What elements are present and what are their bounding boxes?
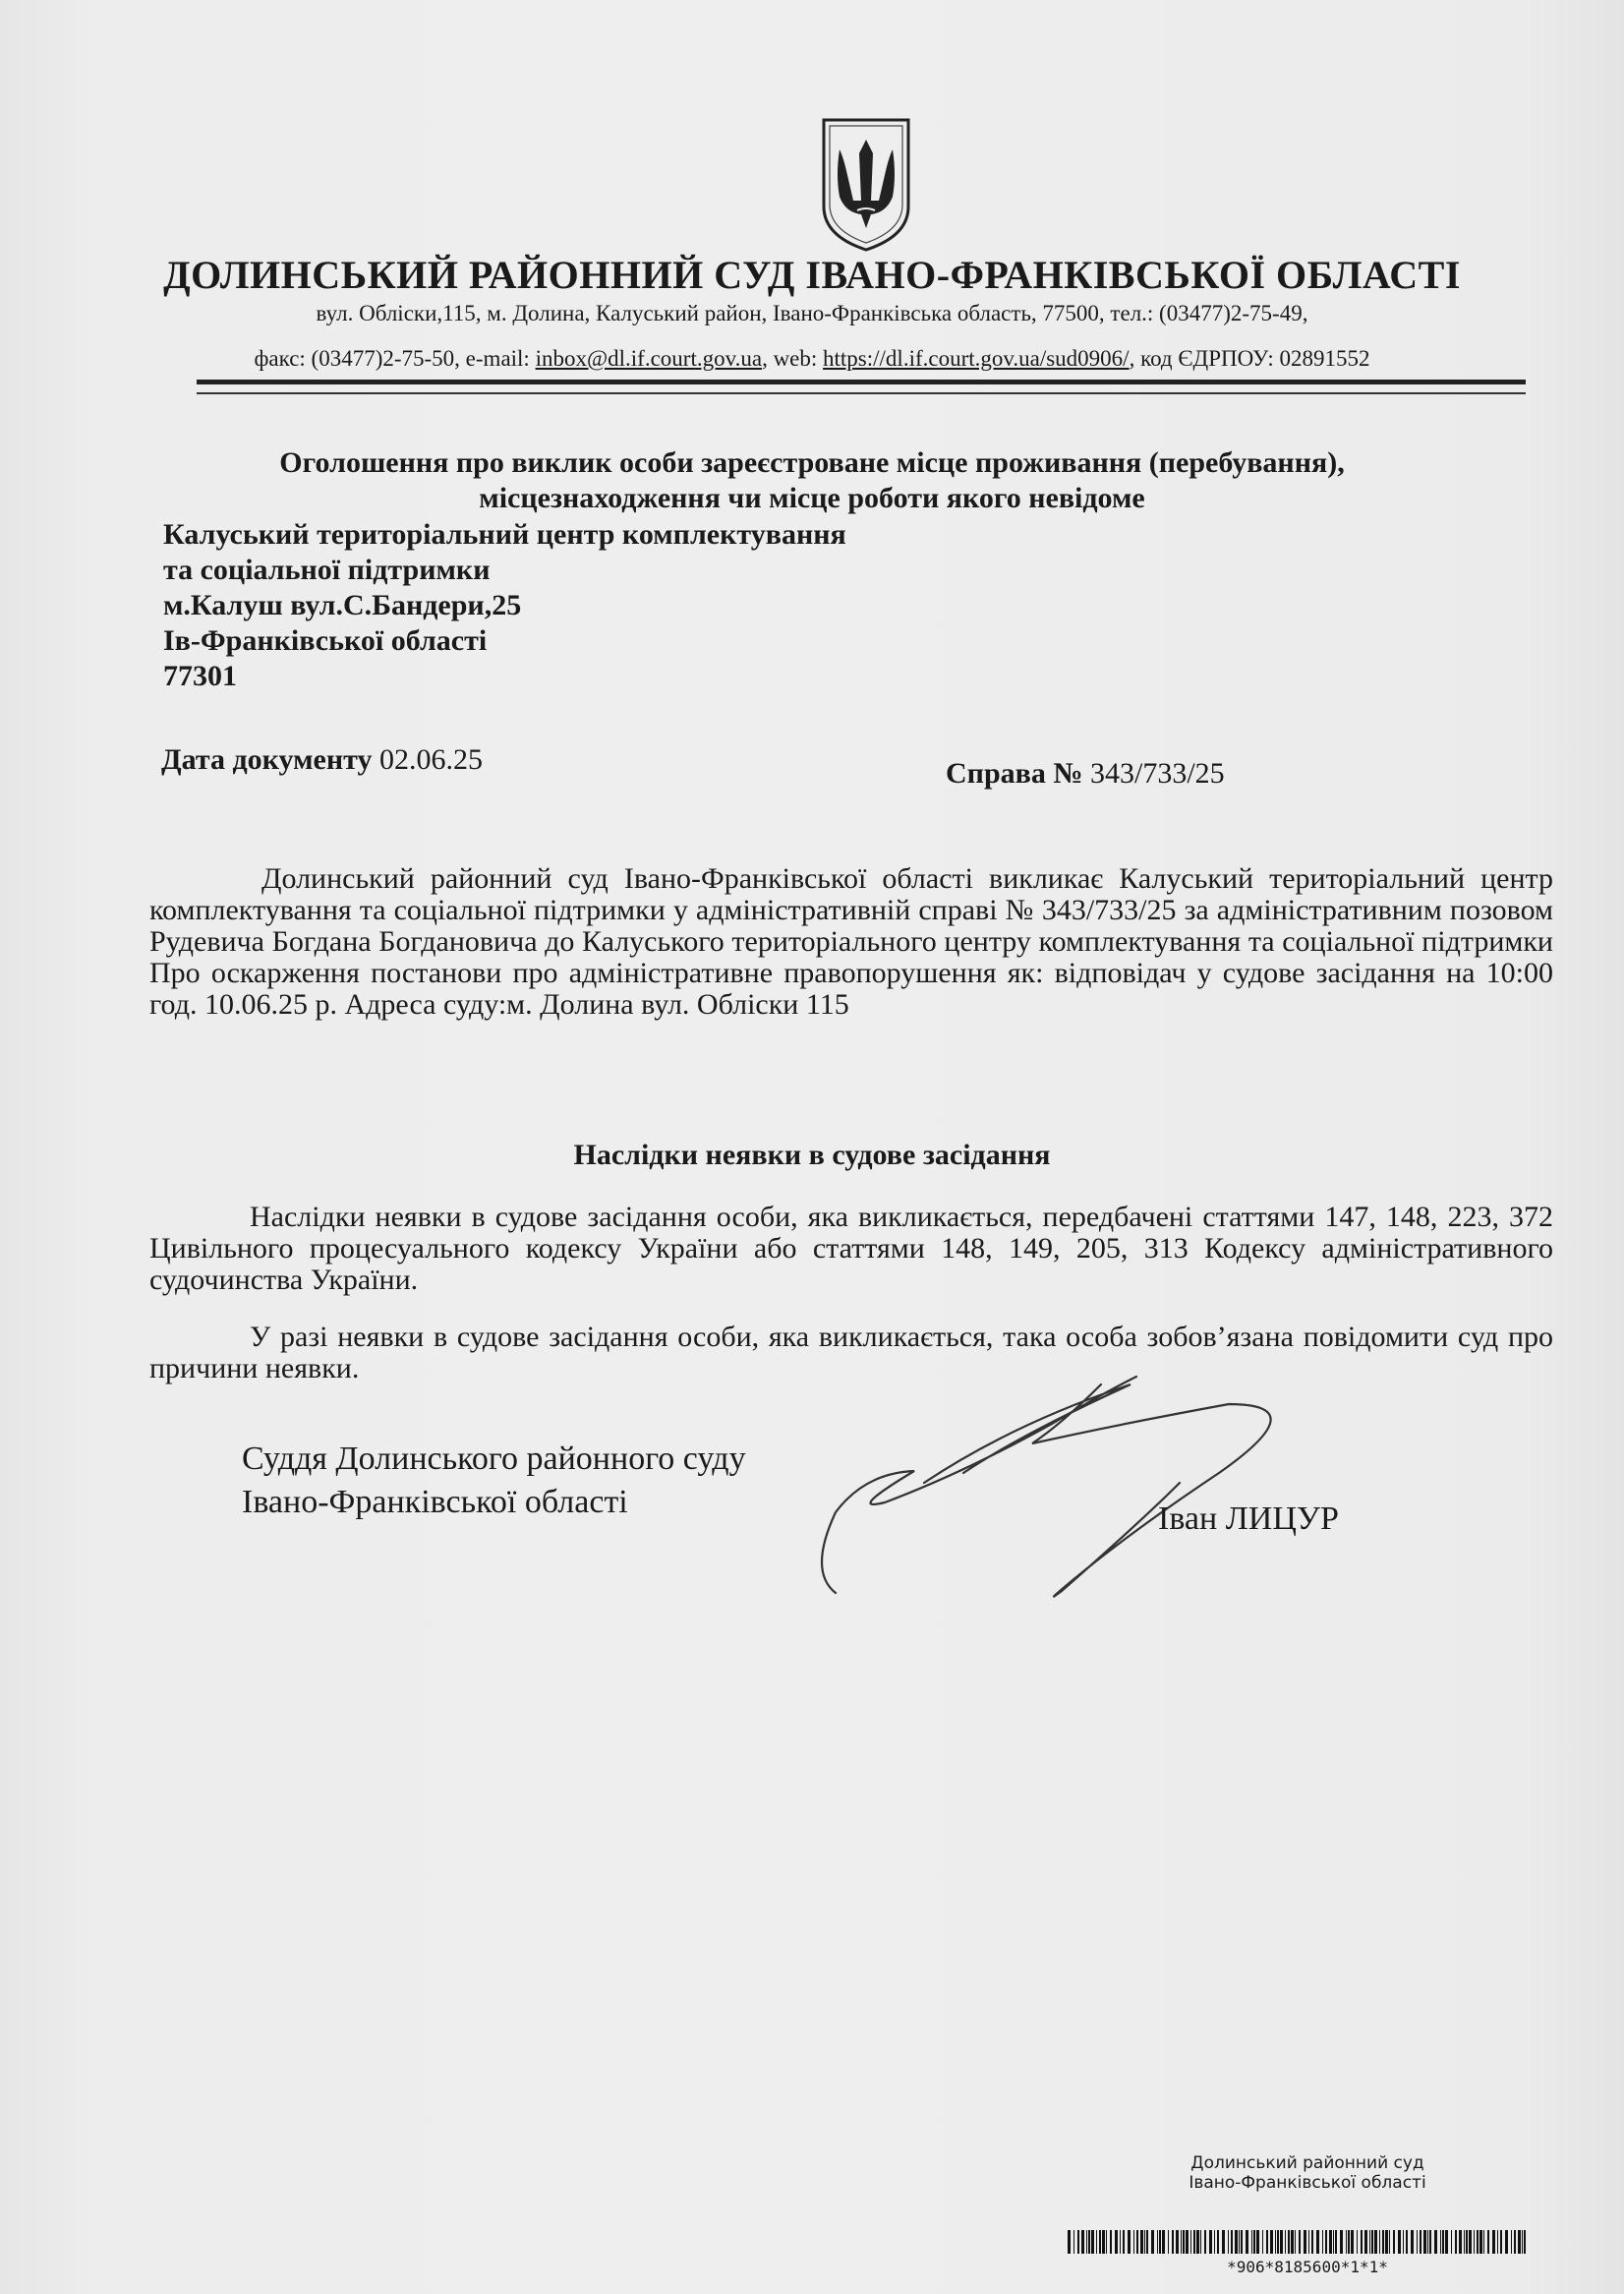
notice-title-line-2: місцезнаходження чи місце роботи якого невідоме: [479, 482, 1145, 514]
trident-coat-of-arms-icon: [818, 116, 914, 254]
barcode-bar: [1186, 2230, 1189, 2254]
barcode-bar: [1524, 2230, 1526, 2254]
header-divider-thin: [197, 392, 1526, 394]
judge-title-line: Івано-Франківської області: [242, 1484, 628, 1520]
barcode-bar: [1459, 2230, 1462, 2254]
barcode-bar: [1231, 2230, 1233, 2254]
document-date-label: Дата документу: [161, 743, 373, 776]
barcode-bar: [1514, 2230, 1516, 2254]
barcode-bar: [1222, 2230, 1225, 2254]
barcode-bar: [1522, 2230, 1523, 2254]
barcode-bar: [1455, 2230, 1457, 2254]
judge-title: [242, 1438, 746, 1524]
barcode-bar: [1420, 2230, 1421, 2254]
barcode-bar: [1068, 2230, 1071, 2254]
barcode-bar: [1445, 2230, 1448, 2254]
barcode-bar: [1120, 2230, 1121, 2254]
edrpou-code: , код ЄДРПОУ: 02891552: [1129, 346, 1370, 371]
barcode-bar: [1099, 2230, 1101, 2254]
barcode-bar: [1374, 2230, 1377, 2254]
barcode-bar: [1361, 2230, 1363, 2254]
barcode-bar: [1346, 2230, 1347, 2254]
barcode-bar: [1110, 2230, 1112, 2254]
court-stamp-line: Долинський районний суд: [1190, 2153, 1424, 2173]
barcode-bar: [1385, 2230, 1388, 2254]
barcode-bar: [1427, 2230, 1428, 2254]
barcode-bar: [1140, 2230, 1143, 2254]
barcode-bar: [1077, 2230, 1079, 2254]
barcode-bar: [1196, 2230, 1199, 2254]
barcode-bar: [1088, 2230, 1090, 2254]
case-number-value: 343/733/25: [1082, 757, 1225, 790]
barcode-bar: [1389, 2230, 1390, 2254]
web-label: , web:: [762, 346, 824, 371]
barcode-bar: [1369, 2230, 1370, 2254]
barcode-bar: [1168, 2230, 1169, 2254]
barcode-bar: [1214, 2230, 1215, 2254]
barcode-bar: [1073, 2230, 1074, 2254]
judge-title-line: Суддя Долинського районного суду: [242, 1441, 746, 1477]
barcode-bar: [1262, 2230, 1263, 2254]
consequences-paragraph: Наслідки неявки в судове засідання особи, яка викликається, передбачені статтями 147, 148, 223, 372 Цивільного процесуального кодексу України або статтями 148, 149, 205, 313 Кодексу адміністративного судочинства України.: [149, 1201, 1553, 1296]
barcode-bar: [1253, 2230, 1255, 2254]
recipient-line: 77301: [163, 660, 237, 692]
barcode-bar: [1299, 2230, 1301, 2254]
case-number: [946, 757, 1225, 791]
barcode-bar: [1256, 2230, 1259, 2254]
barcode-bar: [1423, 2230, 1426, 2254]
barcode-bar: [1357, 2230, 1358, 2254]
barcode-bar: [1128, 2230, 1131, 2254]
barcode-bar: [1429, 2230, 1431, 2254]
barcode-bar: [1193, 2230, 1195, 2254]
court-stamp-line: Івано-Франківської області: [1189, 2173, 1426, 2193]
barcode-bar: [1217, 2230, 1219, 2254]
barcode-bar: [1505, 2230, 1508, 2254]
barcode-bar: [1340, 2230, 1343, 2254]
barcode-bar: [1146, 2230, 1148, 2254]
barcode-bar: [1144, 2230, 1145, 2254]
barcode-bar: [1228, 2230, 1229, 2254]
barcode-bar: [1379, 2230, 1380, 2254]
summons-paragraph: Долинський районний суд Івано-Франківської області викликає Калуський територіальний центр комплектування та соціальної підтримки у адміністративній справі № 343/733/25 за адміністративним позовом Рудевича Богдана Богдановича до Калуського територіального центру комплектування та соціальної підтримки Про оскарження постанови про адміністративне правопорушення як: відповідач у судове засідання на 10:00 год. 10.06.25 р. Адреса суду:м. Долина вул. Обліски 115: [149, 862, 1553, 1021]
email-link[interactable]: inbox@dl.if.court.gov.ua: [535, 346, 763, 371]
barcode-bar: [1440, 2230, 1441, 2254]
website-link[interactable]: https://dl.if.court.gov.ua/sud0906/: [823, 346, 1130, 371]
barcode-bar: [1474, 2230, 1475, 2254]
barcode-bar: [1451, 2230, 1452, 2254]
barcode-bar: [1172, 2230, 1174, 2254]
barcode-bar: [1081, 2230, 1084, 2254]
notify-court-paragraph: У разі неявки в судове засідання особи, яка викликається, така особа зобов’язана повідомити суд про причини неявки.: [149, 1321, 1553, 1384]
barcode-bar: [1086, 2230, 1087, 2254]
barcode-bar: [1157, 2230, 1158, 2254]
barcode-bar: [1133, 2230, 1134, 2254]
document-date-value: 02.06.25: [372, 743, 483, 776]
barcode-bar: [1500, 2230, 1502, 2254]
barcode-bar: [1200, 2230, 1201, 2254]
notice-title-line-1: Оголошення про виклик особи зареєстроване місце проживання (перебування),: [279, 446, 1345, 479]
barcode-bar: [1235, 2230, 1238, 2254]
barcode-bar: [1403, 2230, 1404, 2254]
barcode-bar: [1181, 2230, 1182, 2254]
document-barcode: [1068, 2230, 1530, 2254]
barcode-bar: [1434, 2230, 1437, 2254]
barcode-bar: [1115, 2230, 1118, 2254]
barcode-bar: [1316, 2230, 1319, 2254]
barcode-bar: [1295, 2230, 1296, 2254]
barcode-bar: [1241, 2230, 1243, 2254]
barcode-bar: [1511, 2230, 1512, 2254]
barcode-bar: [1239, 2230, 1240, 2254]
barcode-bar: [1518, 2230, 1521, 2254]
barcode-bar: [1275, 2230, 1276, 2254]
barcode-bar: [1487, 2230, 1489, 2254]
recipient-line: Калуський територіальний центр комплектування: [163, 518, 846, 551]
recipient-line: Ів-Франківської області: [163, 624, 488, 657]
barcode-bar: [1335, 2230, 1337, 2254]
header-divider-thick: [197, 380, 1526, 384]
barcode-bar: [1411, 2230, 1414, 2254]
barcode-bar: [1123, 2230, 1125, 2254]
barcode-bar: [1291, 2230, 1294, 2254]
barcode-bar: [1270, 2230, 1273, 2254]
barcode-bar: [1304, 2230, 1306, 2254]
barcode-bar: [1209, 2230, 1212, 2254]
barcode-bar: [1162, 2230, 1165, 2254]
barcode-bar: [1308, 2230, 1309, 2254]
barcode-bar: [1477, 2230, 1479, 2254]
barcode-bar: [1204, 2230, 1206, 2254]
consequences-heading: Наслідки неявки в судове засідання: [573, 1139, 1051, 1171]
barcode-bar: [1102, 2230, 1105, 2254]
barcode-bar: [1483, 2230, 1484, 2254]
court-address-line: вул. Обліски,115, м. Долина, Калуський район, Івано-Франківська область, 77500, тел.: (03477)2-75-49,: [316, 301, 1308, 325]
barcode-bar: [1183, 2230, 1185, 2254]
barcode-bar: [1382, 2230, 1384, 2254]
barcode-bar: [1348, 2230, 1350, 2254]
barcode-bar: [1285, 2230, 1286, 2254]
document-date: [161, 743, 483, 777]
recipient-line: та соціальної підтримки: [163, 554, 491, 586]
barcode-bar: [1251, 2230, 1252, 2254]
recipient-block: [163, 517, 846, 694]
barcode-bar: [1159, 2230, 1161, 2254]
barcode-bar: [1329, 2230, 1332, 2254]
court-name-heading: ДОЛИНСЬКИЙ РАЙОННИЙ СУД ІВАНО-ФРАНКІВСЬКОЇ ОБЛАСТІ: [163, 253, 1461, 297]
barcode-number: *906*8185600*1*1*: [1227, 2258, 1388, 2276]
fax-label: факс: (03477)2-75-50, e-mail:: [254, 346, 536, 371]
barcode-bar: [1246, 2230, 1248, 2254]
barcode-bar: [1266, 2230, 1268, 2254]
barcode-bar: [1333, 2230, 1334, 2254]
barcode-bar: [1398, 2230, 1401, 2254]
barcode-bar: [1096, 2230, 1097, 2254]
barcode-bar: [1325, 2230, 1327, 2254]
barcode-bar: [1371, 2230, 1373, 2254]
barcode-bar: [1393, 2230, 1395, 2254]
barcode-bar: [1364, 2230, 1367, 2254]
barcode-bar: [1106, 2230, 1107, 2254]
barcode-bar: [1464, 2230, 1465, 2254]
barcode-bar: [1288, 2230, 1290, 2254]
case-number-label: Справа №: [946, 757, 1083, 790]
barcode-bar: [1497, 2230, 1498, 2254]
barcode-bar: [1151, 2230, 1154, 2254]
recipient-line: м.Калуш вул.С.Бандери,25: [163, 589, 522, 621]
barcode-bar: [1479, 2230, 1482, 2254]
barcode-bar: [1190, 2230, 1191, 2254]
barcode-bar: [1406, 2230, 1408, 2254]
handwritten-signature: [806, 1365, 1317, 1611]
barcode-bar: [1322, 2230, 1323, 2254]
barcode-bar: [1417, 2230, 1418, 2254]
barcode-bar: [1091, 2230, 1094, 2254]
barcode-bar: [1351, 2230, 1354, 2254]
barcode-bar: [1280, 2230, 1283, 2254]
barcode-bar: [1469, 2230, 1472, 2254]
court-contacts-line: [0, 346, 1624, 372]
barcode-bar: [1277, 2230, 1279, 2254]
judge-name: Іван ЛИЦУР: [1158, 1500, 1339, 1537]
barcode-bar: [1311, 2230, 1313, 2254]
barcode-bar: [1442, 2230, 1444, 2254]
barcode-bar: [1136, 2230, 1138, 2254]
barcode-bar: [1176, 2230, 1179, 2254]
barcode-bar: [1492, 2230, 1495, 2254]
barcode-bar: [1466, 2230, 1468, 2254]
